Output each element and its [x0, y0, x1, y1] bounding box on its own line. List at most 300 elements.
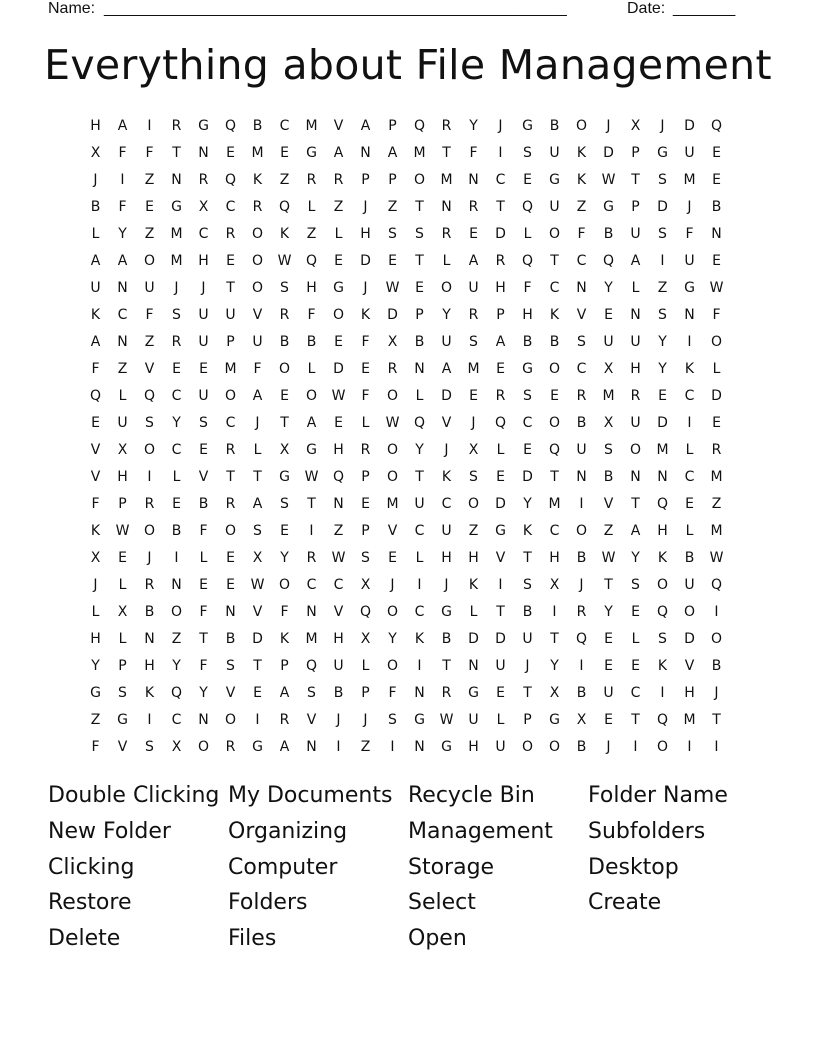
grid-letter: G — [333, 280, 344, 296]
grid-row — [82, 248, 730, 275]
grid-letter: F — [469, 145, 478, 161]
grid-letter: G — [279, 469, 290, 485]
grid-letter: B — [90, 199, 101, 215]
grid-letter: T — [415, 253, 424, 269]
grid-letter: V — [90, 442, 101, 458]
grid-letter: L — [631, 631, 640, 647]
grid-letter: O — [521, 739, 534, 755]
grid-letter: X — [576, 712, 587, 728]
grid-letter: Z — [657, 280, 668, 296]
grid-row — [82, 275, 730, 302]
grid-letter: A — [252, 388, 263, 404]
grid-letter: F — [118, 145, 127, 161]
grid-letter: C — [495, 172, 506, 188]
word-bank — [48, 778, 768, 957]
grid-letter: M — [683, 712, 696, 728]
grid-letter: R — [252, 199, 263, 215]
grid-letter: O — [278, 361, 291, 377]
grid-letter: Z — [144, 172, 155, 188]
grid-letter: D — [252, 631, 263, 647]
grid-letter: F — [307, 307, 316, 323]
grid-letter: G — [441, 739, 452, 755]
grid-letter: O — [224, 388, 237, 404]
grid-letter: Q — [656, 712, 669, 728]
grid-letter: V — [333, 604, 344, 620]
grid-letter: K — [90, 523, 101, 539]
grid-letter: J — [606, 739, 611, 755]
grid-letter: M — [170, 226, 183, 242]
grid-letter: T — [604, 577, 613, 593]
grid-letter: E — [226, 577, 235, 593]
grid-letter: W — [709, 280, 724, 296]
grid-letter: E — [604, 307, 613, 323]
grid-letter: R — [306, 172, 317, 188]
grid-letter: X — [468, 442, 479, 458]
grid-letter: T — [550, 631, 559, 647]
grid-letter: T — [253, 469, 262, 485]
word-bank-item: Subfolders — [588, 818, 706, 844]
grid-letter: J — [444, 577, 449, 593]
grid-letter: S — [253, 523, 262, 539]
grid-letter: H — [684, 685, 695, 701]
grid-letter: B — [414, 334, 425, 350]
grid-letter: F — [361, 334, 370, 350]
grid-row — [82, 572, 730, 599]
grid-letter: V — [225, 685, 236, 701]
grid-letter: N — [657, 469, 668, 485]
grid-letter: E — [415, 280, 424, 296]
grid-letter: Z — [468, 523, 479, 539]
grid-letter: W — [439, 712, 454, 728]
grid-letter: C — [549, 280, 560, 296]
grid-letter: E — [631, 604, 640, 620]
grid-letter: J — [93, 577, 98, 593]
grid-letter: J — [579, 577, 584, 593]
grid-letter: E — [388, 253, 397, 269]
grid-letter: T — [550, 253, 559, 269]
grid-letter: W — [304, 469, 319, 485]
grid-letter: Q — [656, 496, 669, 512]
grid-letter: E — [280, 388, 289, 404]
grid-letter: O — [224, 523, 237, 539]
grid-letter: T — [496, 199, 505, 215]
grid-letter: Z — [144, 334, 155, 350]
grid-letter: F — [577, 226, 586, 242]
grid-letter: E — [469, 226, 478, 242]
grid-letter: B — [603, 469, 614, 485]
grid-letter: I — [579, 496, 584, 512]
grid-letter: O — [683, 604, 696, 620]
grid-letter: B — [333, 685, 344, 701]
grid-letter: C — [576, 361, 587, 377]
grid-letter: C — [549, 523, 560, 539]
grid-letter: U — [630, 334, 641, 350]
grid-letter: F — [91, 496, 100, 512]
grid-letter: N — [198, 712, 209, 728]
grid-letter: B — [576, 550, 587, 566]
grid-letter: C — [684, 469, 695, 485]
grid-letter: A — [630, 253, 641, 269]
grid-letter: K — [576, 172, 587, 188]
grid-letter: X — [360, 577, 371, 593]
grid-row — [82, 518, 730, 545]
grid-letter: F — [199, 658, 208, 674]
grid-letter: K — [252, 172, 263, 188]
grid-letter: U — [468, 280, 479, 296]
grid-letter: B — [684, 550, 695, 566]
grid-letter: K — [468, 577, 479, 593]
grid-letter: L — [496, 442, 505, 458]
grid-row — [82, 626, 730, 653]
grid-letter: E — [604, 712, 613, 728]
grid-letter: R — [360, 442, 371, 458]
grid-letter: V — [333, 118, 344, 134]
grid-letter: Q — [521, 199, 534, 215]
grid-letter: A — [117, 253, 128, 269]
word-bank-item: Folder Name — [588, 783, 728, 808]
grid-letter: E — [226, 253, 235, 269]
grid-letter: S — [280, 496, 289, 512]
grid-letter: U — [468, 712, 479, 728]
grid-letter: I — [498, 577, 503, 593]
grid-letter: F — [118, 199, 127, 215]
grid-letter: K — [657, 550, 668, 566]
grid-letter: C — [522, 415, 533, 431]
grid-letter: G — [603, 199, 614, 215]
grid-letter: K — [522, 523, 533, 539]
grid-letter: S — [388, 712, 397, 728]
grid-letter: V — [117, 739, 128, 755]
grid-letter: Q — [224, 118, 237, 134]
grid-letter: M — [710, 469, 723, 485]
grid-letter: L — [91, 604, 100, 620]
grid-letter: J — [687, 199, 692, 215]
grid-letter: R — [441, 685, 452, 701]
grid-letter: Z — [711, 496, 722, 512]
grid-letter: O — [413, 172, 426, 188]
grid-letter: E — [226, 550, 235, 566]
grid-letter: J — [606, 118, 611, 134]
grid-letter: F — [361, 388, 370, 404]
grid-letter: B — [252, 118, 263, 134]
grid-letter: D — [387, 307, 398, 323]
grid-letter: F — [199, 523, 208, 539]
grid-letter: N — [711, 226, 722, 242]
word-bank-item: Computer — [228, 854, 338, 880]
grid-letter: P — [280, 658, 289, 674]
grid-letter: U — [684, 577, 695, 593]
grid-letter: G — [684, 280, 695, 296]
grid-letter: R — [711, 442, 722, 458]
grid-letter: S — [280, 280, 289, 296]
grid-letter: D — [711, 388, 722, 404]
grid-letter: O — [548, 226, 561, 242]
grid-letter: B — [711, 658, 722, 674]
word-bank-item: Recycle Bin — [408, 783, 535, 808]
grid-letter: L — [118, 388, 127, 404]
grid-letter: R — [198, 172, 209, 188]
grid-letter: E — [604, 658, 613, 674]
grid-letter: L — [334, 226, 343, 242]
grid-letter: P — [631, 145, 640, 161]
grid-letter: G — [468, 685, 479, 701]
grid-letter: H — [333, 631, 344, 647]
grid-letter: M — [305, 118, 318, 134]
grid-letter: D — [522, 469, 533, 485]
letter-grid — [82, 113, 730, 761]
grid-letter: H — [360, 226, 371, 242]
grid-letter: T — [226, 469, 235, 485]
grid-letter: H — [90, 631, 101, 647]
grid-letter: E — [496, 685, 505, 701]
grid-letter: J — [147, 550, 152, 566]
grid-letter: I — [390, 739, 395, 755]
grid-letter: D — [657, 199, 668, 215]
grid-letter: P — [631, 199, 640, 215]
grid-letter: C — [225, 415, 236, 431]
grid-letter: Q — [494, 415, 507, 431]
grid-letter: X — [90, 550, 101, 566]
grid-letter: D — [657, 415, 668, 431]
grid-letter: E — [199, 577, 208, 593]
grid-letter: G — [522, 361, 533, 377]
grid-letter: U — [495, 658, 506, 674]
grid-letter: A — [333, 145, 344, 161]
grid-letter: N — [306, 739, 317, 755]
grid-letter: L — [415, 388, 424, 404]
grid-letter: N — [171, 172, 182, 188]
grid-letter: Q — [521, 253, 534, 269]
grid-letter: R — [441, 226, 452, 242]
grid-letter: S — [523, 145, 532, 161]
grid-letter: D — [495, 631, 506, 647]
grid-letter: C — [279, 118, 290, 134]
grid-letter: Q — [710, 118, 723, 134]
grid-letter: L — [118, 577, 127, 593]
grid-letter: Q — [602, 253, 615, 269]
grid-letter: L — [685, 442, 694, 458]
grid-letter: T — [280, 415, 289, 431]
grid-letter: E — [523, 172, 532, 188]
grid-letter: J — [174, 280, 179, 296]
grid-letter: E — [199, 361, 208, 377]
grid-letter: G — [522, 118, 533, 134]
grid-letter: H — [495, 280, 506, 296]
grid-letter: U — [90, 280, 101, 296]
grid-letter: A — [90, 253, 101, 269]
grid-letter: O — [548, 739, 561, 755]
grid-letter: U — [576, 442, 587, 458]
grid-letter: J — [525, 658, 530, 674]
grid-letter: K — [360, 307, 371, 323]
grid-letter: B — [198, 496, 209, 512]
grid-letter: X — [279, 442, 290, 458]
grid-letter: E — [604, 631, 613, 647]
grid-letter: S — [604, 442, 613, 458]
grid-letter: G — [171, 199, 182, 215]
grid-letter: S — [469, 469, 478, 485]
grid-letter: F — [91, 361, 100, 377]
grid-letter: H — [549, 550, 560, 566]
grid-letter: Y — [604, 280, 613, 296]
grid-letter: H — [468, 739, 479, 755]
word-bank-item: Double Clicking — [48, 783, 220, 808]
grid-letter: Y — [199, 685, 208, 701]
grid-letter: A — [441, 361, 452, 377]
header-line — [48, 0, 748, 20]
grid-letter: E — [118, 550, 127, 566]
grid-letter: C — [441, 496, 452, 512]
grid-letter: I — [336, 739, 341, 755]
grid-letter: L — [685, 523, 694, 539]
grid-letter: V — [252, 307, 263, 323]
grid-letter: Y — [604, 604, 613, 620]
grid-letter: N — [630, 307, 641, 323]
grid-letter: Q — [332, 469, 345, 485]
grid-letter: T — [550, 469, 559, 485]
grid-letter: Q — [305, 658, 318, 674]
grid-letter: O — [629, 442, 642, 458]
grid-letter: C — [225, 199, 236, 215]
grid-letter: I — [255, 712, 260, 728]
grid-letter: P — [388, 118, 397, 134]
grid-row — [82, 707, 730, 734]
grid-letter: Q — [170, 685, 183, 701]
grid-letter: Q — [359, 604, 372, 620]
grid-letter: Q — [656, 604, 669, 620]
grid-row — [82, 140, 730, 167]
grid-letter: U — [603, 685, 614, 701]
word-bank-item: My Documents — [228, 783, 393, 808]
grid-letter: R — [279, 307, 290, 323]
grid-letter: O — [305, 388, 318, 404]
grid-letter: P — [415, 307, 424, 323]
grid-letter: L — [172, 469, 181, 485]
grid-letter: U — [684, 253, 695, 269]
grid-letter: N — [360, 145, 371, 161]
grid-row — [82, 545, 730, 572]
grid-letter: M — [467, 361, 480, 377]
grid-letter: J — [93, 172, 98, 188]
grid-letter: R — [495, 388, 506, 404]
grid-letter: X — [117, 604, 128, 620]
grid-letter: H — [657, 523, 668, 539]
grid-letter: Z — [576, 199, 587, 215]
grid-letter: V — [144, 361, 155, 377]
grid-letter: U — [495, 739, 506, 755]
grid-letter: I — [714, 739, 719, 755]
grid-letter: L — [712, 361, 721, 377]
word-bank-item: Clicking — [48, 854, 135, 880]
grid-letter: E — [658, 388, 667, 404]
grid-letter: E — [172, 361, 181, 377]
grid-row — [82, 167, 730, 194]
grid-letter: E — [631, 658, 640, 674]
grid-letter: B — [279, 334, 290, 350]
grid-letter: E — [253, 685, 262, 701]
grid-letter: F — [253, 361, 262, 377]
grid-letter: N — [117, 280, 128, 296]
grid-letter: O — [575, 118, 588, 134]
grid-letter: L — [199, 550, 208, 566]
grid-letter: V — [603, 496, 614, 512]
grid-letter: I — [417, 577, 422, 593]
grid-letter: N — [414, 739, 425, 755]
grid-letter: F — [523, 280, 532, 296]
grid-letter: Y — [523, 496, 532, 512]
grid-letter: R — [225, 496, 236, 512]
grid-letter: D — [441, 388, 452, 404]
grid-letter: U — [198, 307, 209, 323]
grid-letter: M — [224, 361, 237, 377]
grid-letter: B — [441, 631, 452, 647]
grid-letter: R — [468, 307, 479, 323]
grid-letter: E — [334, 253, 343, 269]
grid-letter: N — [630, 469, 641, 485]
grid-letter: I — [687, 739, 692, 755]
grid-letter: S — [145, 739, 154, 755]
grid-letter: D — [603, 145, 614, 161]
date-blank: _______ — [673, 0, 736, 17]
grid-letter: M — [602, 388, 615, 404]
grid-letter: U — [252, 334, 263, 350]
grid-letter: V — [441, 415, 452, 431]
grid-letter: Z — [603, 523, 614, 539]
grid-letter: W — [385, 415, 400, 431]
grid-letter: C — [630, 685, 641, 701]
grid-letter: R — [387, 361, 398, 377]
grid-letter: T — [226, 280, 235, 296]
grid-letter: E — [712, 145, 721, 161]
grid-letter: R — [171, 118, 182, 134]
grid-letter: S — [361, 550, 370, 566]
grid-letter: Z — [90, 712, 101, 728]
grid-letter: S — [523, 388, 532, 404]
word-bank-item: Folders — [228, 890, 308, 916]
grid-letter: J — [714, 685, 719, 701]
grid-letter: L — [307, 199, 316, 215]
grid-letter: F — [91, 739, 100, 755]
grid-letter: A — [468, 253, 479, 269]
grid-letter: P — [118, 658, 127, 674]
grid-row — [82, 464, 730, 491]
grid-letter: Y — [550, 658, 559, 674]
grid-letter: G — [252, 739, 263, 755]
grid-letter: J — [471, 415, 476, 431]
grid-letter: S — [658, 631, 667, 647]
grid-letter: E — [550, 388, 559, 404]
grid-letter: R — [144, 496, 155, 512]
grid-letter: I — [417, 658, 422, 674]
grid-row — [82, 680, 730, 707]
grid-letter: B — [711, 199, 722, 215]
grid-letter: E — [523, 442, 532, 458]
grid-letter: G — [657, 145, 668, 161]
grid-letter: P — [361, 172, 370, 188]
grid-row — [82, 356, 730, 383]
grid-row — [82, 383, 730, 410]
grid-letter: R — [306, 550, 317, 566]
grid-letter: Z — [279, 172, 290, 188]
grid-letter: Z — [360, 739, 371, 755]
grid-letter: X — [603, 361, 614, 377]
grid-row — [82, 410, 730, 437]
word-bank-item: Files — [228, 926, 277, 951]
grid-letter: O — [548, 415, 561, 431]
grid-letter: W — [250, 577, 265, 593]
grid-letter: B — [171, 523, 182, 539]
grid-letter: A — [90, 334, 101, 350]
